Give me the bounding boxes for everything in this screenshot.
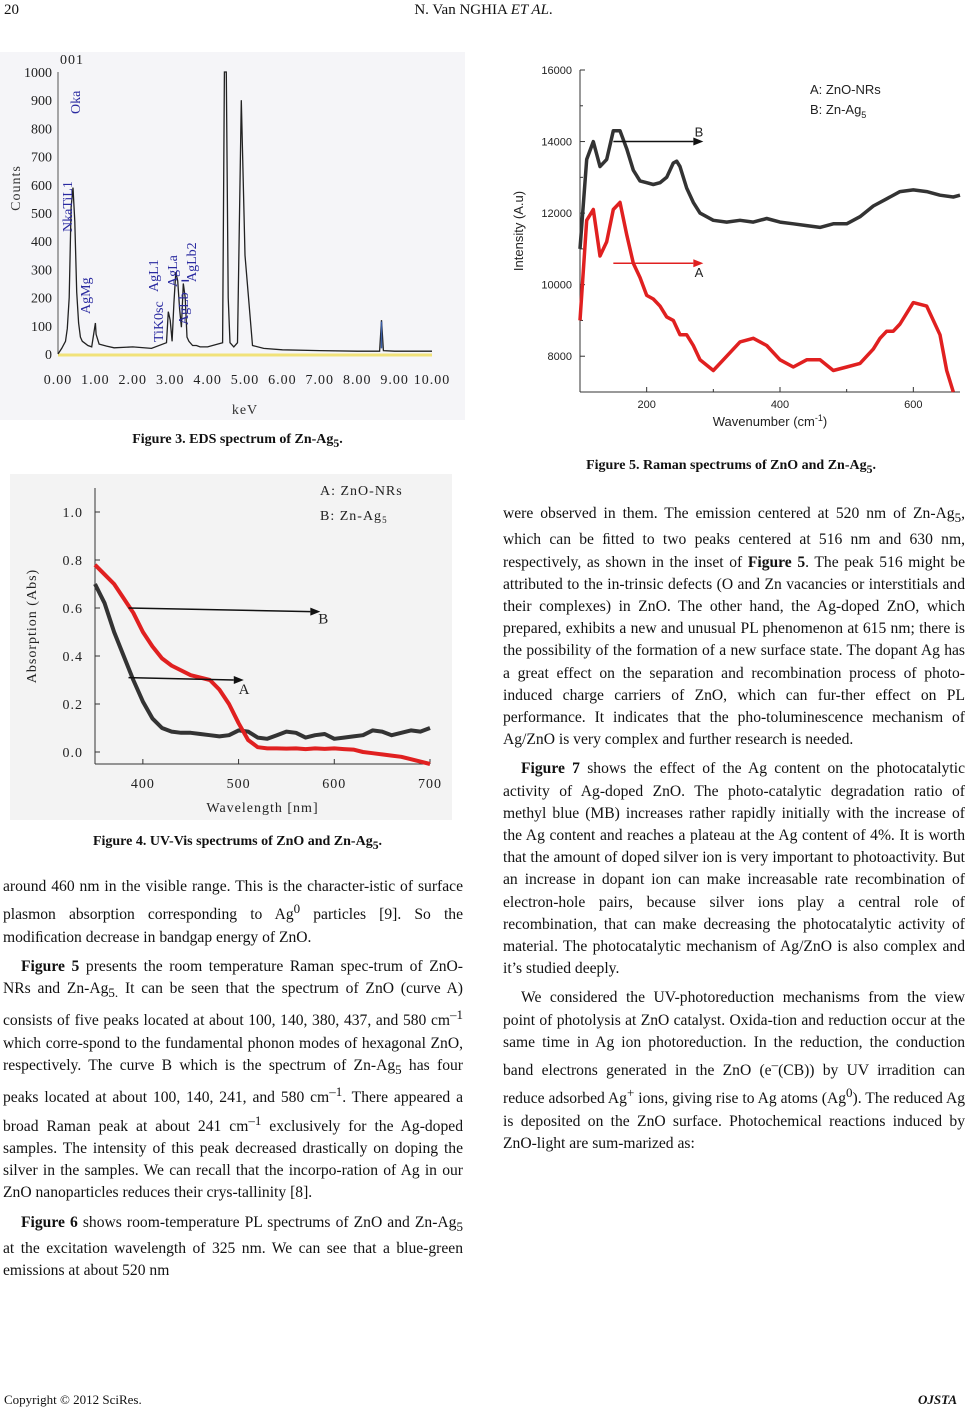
x-axis-label: Wavenumber $(cm^{-1})$ — [712, 413, 828, 429]
y-tick-label: 0 — [45, 348, 52, 363]
peak-label: AgLa — [166, 255, 181, 287]
peak-label: AgLb2 — [185, 242, 200, 282]
copyright-notice: Copyright © 2012 SciRes. — [4, 1392, 142, 1407]
right-paragraph-1: were observed in them. The emission centered at 520 nm of $Zn-Ag_5$, which can be ﬁtted to two peaks centered at 516 nm and 630 nm, respectively, as shown in the inset of Figure 5. The peak 516 might be attributed to the in-trinsic defects (O and Zn vacancies or interstitials and their complexes) in ZnO. The other hand, the Ag-doped ZnO, which prepared, exhibits a new and unusual PL phenomenon at 615 nm; there is the possibility of the formation of a new surface state. The dopant Ag has a great effect on the separation and recombination process of photo-induced charge carriers of ZnO, which can fur-ther effect on PL performance. It indicates that the pho-toluminescence mechanism of Ag/ZnO is very complex and further research is needed. — [503, 505, 965, 749]
x-tick-label: 2.00 — [118, 373, 148, 388]
x-tick-label: 10.00 — [413, 373, 451, 388]
y-tick-label: 0.4 — [62, 650, 83, 665]
y-tick-label: 1000 — [24, 66, 52, 81]
x-tick-label: 4.00 — [193, 373, 222, 388]
y-tick-label: 14000 — [541, 136, 572, 149]
legend-entry-a: A: ZnO-NRs — [810, 82, 881, 97]
figure-5-raman-chart — [505, 52, 967, 442]
x-tick-label: 600 — [322, 777, 347, 792]
y-tick-label: 100 — [31, 319, 52, 335]
x-tick-label: 400 — [770, 399, 790, 411]
y-tick-label: 8000 — [547, 351, 572, 364]
figure-5-caption: Figure 5. Raman spectrums of ZnO and $Zn-Ag_5$. — [586, 458, 876, 476]
running-title: N. Van NGHIA ET AL. — [414, 2, 553, 18]
y-axis-label: Counts — [9, 165, 24, 211]
y-tick-label: 0.8 — [62, 554, 83, 569]
series-line-A — [580, 202, 953, 392]
x-tick-label: 0.00 — [43, 373, 73, 388]
y-tick-label: 16000 — [541, 65, 572, 77]
legend-entry-a: A: ZnO-NRs — [320, 484, 403, 499]
x-tick-label: 200 — [637, 399, 656, 411]
legend-entry-b: B: $Zn-Ag_5$ — [320, 509, 388, 525]
series-line-B — [580, 131, 960, 249]
page-number: 20 — [4, 2, 19, 18]
journal-name: OJSTA — [917, 1392, 957, 1407]
y-tick-label: 0.2 — [62, 698, 83, 713]
x-tick-label: 9.00 — [380, 373, 409, 388]
x-tick-label: 400 — [130, 777, 155, 792]
y-tick-label: 600 — [31, 178, 52, 194]
left-column-text — [3, 876, 463, 1282]
left-paragraph-1: around 460 nm in the visible range. This is the character-istic of surface plasmon absorption corresponding to Ag$^0$ particles [9]. So the modiﬁcation decrease in bandgap energy of ZnO. — [3, 878, 463, 946]
figure-3-eds-chart — [0, 52, 465, 420]
peak-label: Oka — [69, 90, 84, 114]
figure-3-caption: Figure 3. EDS spectrum of $Zn-Ag_5$. — [132, 432, 343, 450]
y-tick-label: 700 — [31, 150, 52, 166]
y-tick-label: 0.6 — [62, 602, 83, 617]
arrow-a — [129, 678, 234, 680]
eds-spectrum-svg — [0, 52, 465, 420]
x-tick-label: 3.00 — [155, 373, 185, 388]
y-axis-label: Absorption (Abs) — [25, 568, 40, 684]
figure-4-uvvis-chart — [10, 474, 452, 820]
y-tick-label: 400 — [31, 235, 52, 251]
x-tick-label: 600 — [904, 399, 923, 411]
y-tick-label: 300 — [31, 263, 52, 279]
peak-label: AgMg — [79, 277, 94, 314]
left-paragraph-3: Figure 6 shows room-temperature PL spectrums of ZnO and $Zn-Ag_5$ at the excitation wavelength of 325 nm. We can see that a blue-green emissions at about 520 nm — [3, 1213, 463, 1280]
figure-4-caption: Figure 4. UV-Vis spectrums of ZnO and $Zn-Ag_5$. — [92, 834, 383, 852]
page-footer — [4, 1392, 957, 1408]
y-tick-label: 1.0 — [62, 506, 83, 521]
uvvis-spectrum-svg — [10, 474, 452, 820]
x-axis-label: Wavelength [nm] — [206, 801, 319, 816]
peak-label: AgL1 — [147, 259, 162, 292]
arrow-a-label: A — [694, 265, 704, 281]
arrow-b-label: B — [694, 124, 704, 140]
x-tick-label: 7.00 — [305, 373, 335, 388]
y-tick-label: 200 — [31, 291, 52, 307]
peak-label: NkaTiL1 — [61, 181, 76, 232]
y-axis-label: Intensity (A.u) — [511, 190, 526, 272]
peak-label: 001 — [60, 53, 84, 68]
x-tick-label: 700 — [418, 777, 442, 792]
arrow-a-label: A — [238, 682, 250, 698]
y-tick-label: 900 — [31, 94, 52, 110]
x-tick-label: 500 — [226, 777, 251, 792]
eds-spectrum-line — [58, 72, 432, 354]
x-axis-label: keV — [231, 403, 259, 418]
left-paragraph-2: Figure 5 presents the room temperature Raman spec-trum of ZnO-NRs and $Zn-Ag_{5.}$ It can be seen that the spectrum of ZnO (curve A) consists of five peaks located at about 100, 140, 380, 437, and 580 $cm^{-1}$ which corre-spond to the fundamental phonon modes of hexagonal ZnO, respectively. The curve B which is the spectrum of $Zn-Ag_5$ has four peaks located at about 100, 140, 241, and 580 $cm^{-1}$. There appeared a broad Raman peak at about 241 $cm^{-1}$ exclusively for the Ag-doped samples. The intensity of this peak decreased drastically on doping the silver in the samples. We can recall that the incorpo-ration of Ag in our ZnO nanoparticles reduces their crys-tallinity [8]. — [3, 957, 463, 1202]
page-header — [0, 2, 967, 24]
x-tick-label: 1.00 — [81, 373, 110, 388]
arrow-b — [129, 608, 311, 612]
right-column-text — [503, 503, 965, 1155]
right-paragraph-3: We considered the UV-photoreduction mechanisms from the view point of photolysis at ZnO catalyst. Oxida-tion and reduction occur at the same time in Ag ion photoreduction. In the reduction, the conduction band electrons generated in the ZnO (e–(CB)) by UV irradition can reduce adsorbed Ag+ ions, giving rise to Ag atoms (Ag$^0$). The reduced Ag is deposited on the ZnO surface. Photochemical reactions induced by ZnO-light are sum-marized as: — [503, 989, 965, 1152]
raman-spectrum-svg — [505, 52, 967, 442]
y-tick-label: 500 — [31, 207, 52, 222]
x-tick-label: 5.00 — [230, 373, 260, 388]
arrow-b-label: B — [318, 611, 329, 628]
legend-entry-b: B: $Zn-Ag_5$ — [810, 102, 867, 120]
y-tick-label: 10000 — [541, 279, 572, 292]
y-tick-label: 0.0 — [62, 746, 83, 761]
y-tick-label: 800 — [31, 122, 52, 138]
right-paragraph-2: Figure 7 shows the effect of the Ag content on the photocatalytic activity of Ag-doped ZnO. The photo-catalytic degradation ratio of methyl blue (MB) increases rather rapidly initially with the increase of the Ag content and reaches a plateau at the Ag content of 4%. It is worth that the amount of doped silver ion is very important to photoactivity. But an increase in dopant ion can make increasable rate recombination of electron-hole pairs, because silver ions play a central role of recombination, that can make decreasing the photocatalytic activity of material. The photocatalytic mechanism of Ag/ZnO is also complex and it’s studied deeply. — [503, 760, 965, 978]
series-line-A — [95, 584, 430, 739]
peak-label: AgLb — [177, 292, 192, 325]
x-tick-label: 8.00 — [342, 373, 372, 388]
y-tick-label: 12000 — [541, 208, 572, 221]
x-tick-label: 6.00 — [268, 373, 297, 388]
peak-label: TiK0sc — [152, 301, 167, 342]
series-line-B — [95, 565, 430, 764]
